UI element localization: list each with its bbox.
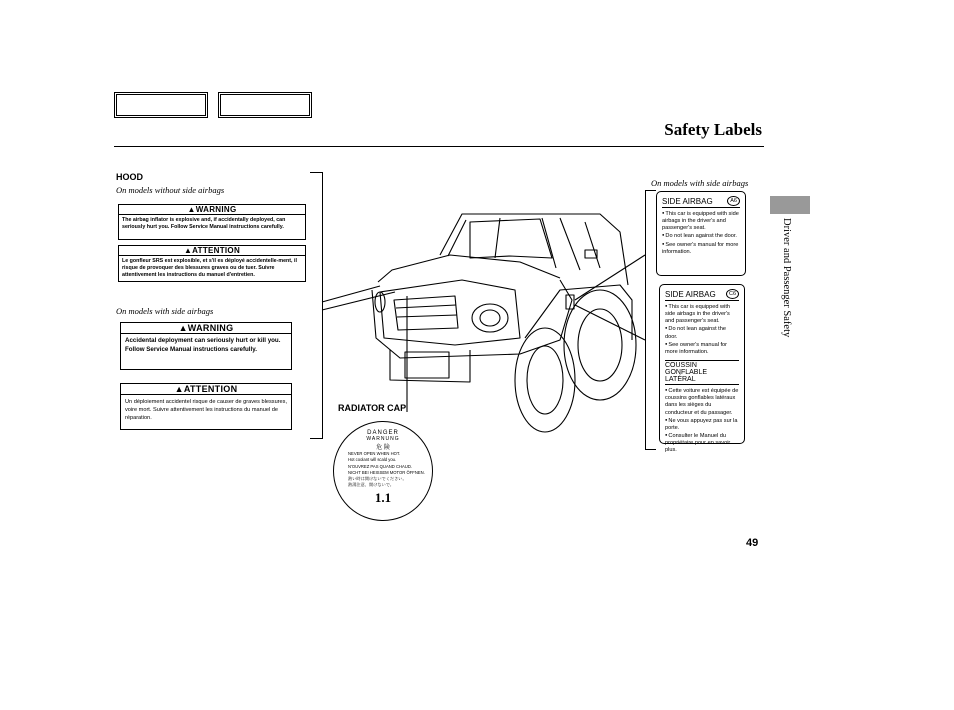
hood-label: HOOD	[116, 172, 143, 182]
front-wheel	[515, 328, 575, 432]
radcap-line: Hot coolant will scald you.	[348, 457, 397, 463]
warning-triangle-icon: ▲	[178, 323, 188, 333]
leader-line-hood	[322, 286, 380, 302]
page-title: Safety Labels	[664, 120, 762, 139]
list-item: ● This car is equipped with side airbags in the driver's and passenger's seat.	[665, 303, 739, 325]
warning-triangle-icon: ▲	[174, 384, 184, 394]
radcap-line: N'OUVREZ PAS QUAND CHAUD.	[348, 463, 413, 469]
list-item: ● Consulter le Manuel du propriétaire pour en savoir plus.	[665, 432, 739, 454]
list-item: ● See owner's manual for more information.	[665, 341, 739, 356]
list-item: ● Cette voiture est équipée de coussins gonflables latéraux dans les sièges du conducteur et du passager.	[665, 387, 739, 417]
hood-attention-small-text: Le gonfleur SRS est explosible, et s'il es déployé accidentelle-ment, il risque de provoquer des blessures graves ou de tuer. Suivre attentivement les instructions du manuel d'entretien.	[122, 258, 297, 279]
warning-triangle-icon: ▲	[187, 205, 196, 214]
hood-caption-with: On models with side airbags	[116, 306, 214, 316]
side-body	[525, 285, 632, 340]
license-plate	[405, 352, 449, 378]
hood-warning-large-heading: WARNING	[187, 323, 234, 333]
radcap-pressure: 1.1	[374, 489, 392, 505]
hood-warning-large-text: Accidental deployment can seriously hurt or kill you. Follow Service Manual instructions carefully.	[125, 337, 281, 353]
airbag-caption: On models with side airbags	[651, 178, 749, 188]
airbag-b-code: C6	[726, 289, 739, 299]
hood-caption-without: On models without side airbags	[116, 185, 225, 195]
window-pillars	[448, 218, 600, 270]
radiator-cap-label-graphic	[333, 421, 433, 521]
list-item: ● Do not lean against the door.	[665, 325, 739, 340]
airbag-a-title: SIDE AIRBAG	[662, 196, 713, 206]
roof-outline	[440, 214, 628, 285]
airbag-b-french-title: COUSSIN GONFLABLE LATÉRAL	[665, 360, 739, 385]
radiator-cap-label: RADIATOR CAP	[338, 403, 407, 413]
radcap-line: NICHT BEI HEISSEM MOTOR ÖFFNEN.	[348, 469, 425, 475]
leader-line-airbag-b	[575, 305, 645, 340]
airbag-a-code: A6	[727, 196, 740, 206]
list-item: ● Do not lean against the door.	[662, 232, 740, 240]
leader-line-airbag-a	[575, 255, 645, 300]
hood-attention-small-heading: ATTENTION	[192, 246, 241, 255]
hood-outline	[378, 255, 560, 282]
headlight	[472, 304, 508, 332]
windshield	[470, 219, 552, 258]
warning-triangle-icon: ▲	[183, 246, 193, 255]
radcap-line: NEVER OPEN WHEN HOT.	[348, 451, 401, 456]
list-item: ● See owner's manual for more information.	[662, 241, 740, 256]
page-number: 49	[746, 537, 759, 549]
list-item: ● Ne vous appuyez pas sur la porte.	[665, 417, 739, 432]
hood-warning-small-text: The airbag inflator is explosive and, if accidentally deployed, can seriously hurt you. Follow Service Manual instructions carefully.	[122, 217, 286, 231]
radcap-line: 熱湯注意、開けないで。	[348, 482, 394, 488]
hood-attention-large-text: Un déploiement accidentel risque de causer de graves blessures, voire mort. Suivre attentivement les instructions du manuel de réparation.	[125, 399, 288, 422]
hood-attention-large-heading: ATTENTION	[183, 384, 238, 394]
radcap-heading: DANGER	[367, 430, 399, 436]
hood-warning-small-heading: WARNING	[195, 205, 237, 214]
radcap-heading-3: 危 険	[376, 445, 390, 451]
grille-area	[380, 280, 520, 345]
section-tab-label: Driver and Passenger Safety	[781, 218, 792, 338]
radcap-line: 熱い時は開けないでください。	[348, 476, 407, 482]
radcap-heading-2: WARNUNG	[366, 436, 400, 442]
license-plate-area	[390, 350, 470, 382]
grille	[394, 296, 458, 330]
airbag-b-title: SIDE AIRBAG	[665, 289, 716, 299]
list-item: ● This car is equipped with side airbags in the driver's and passenger's seat.	[662, 210, 740, 232]
